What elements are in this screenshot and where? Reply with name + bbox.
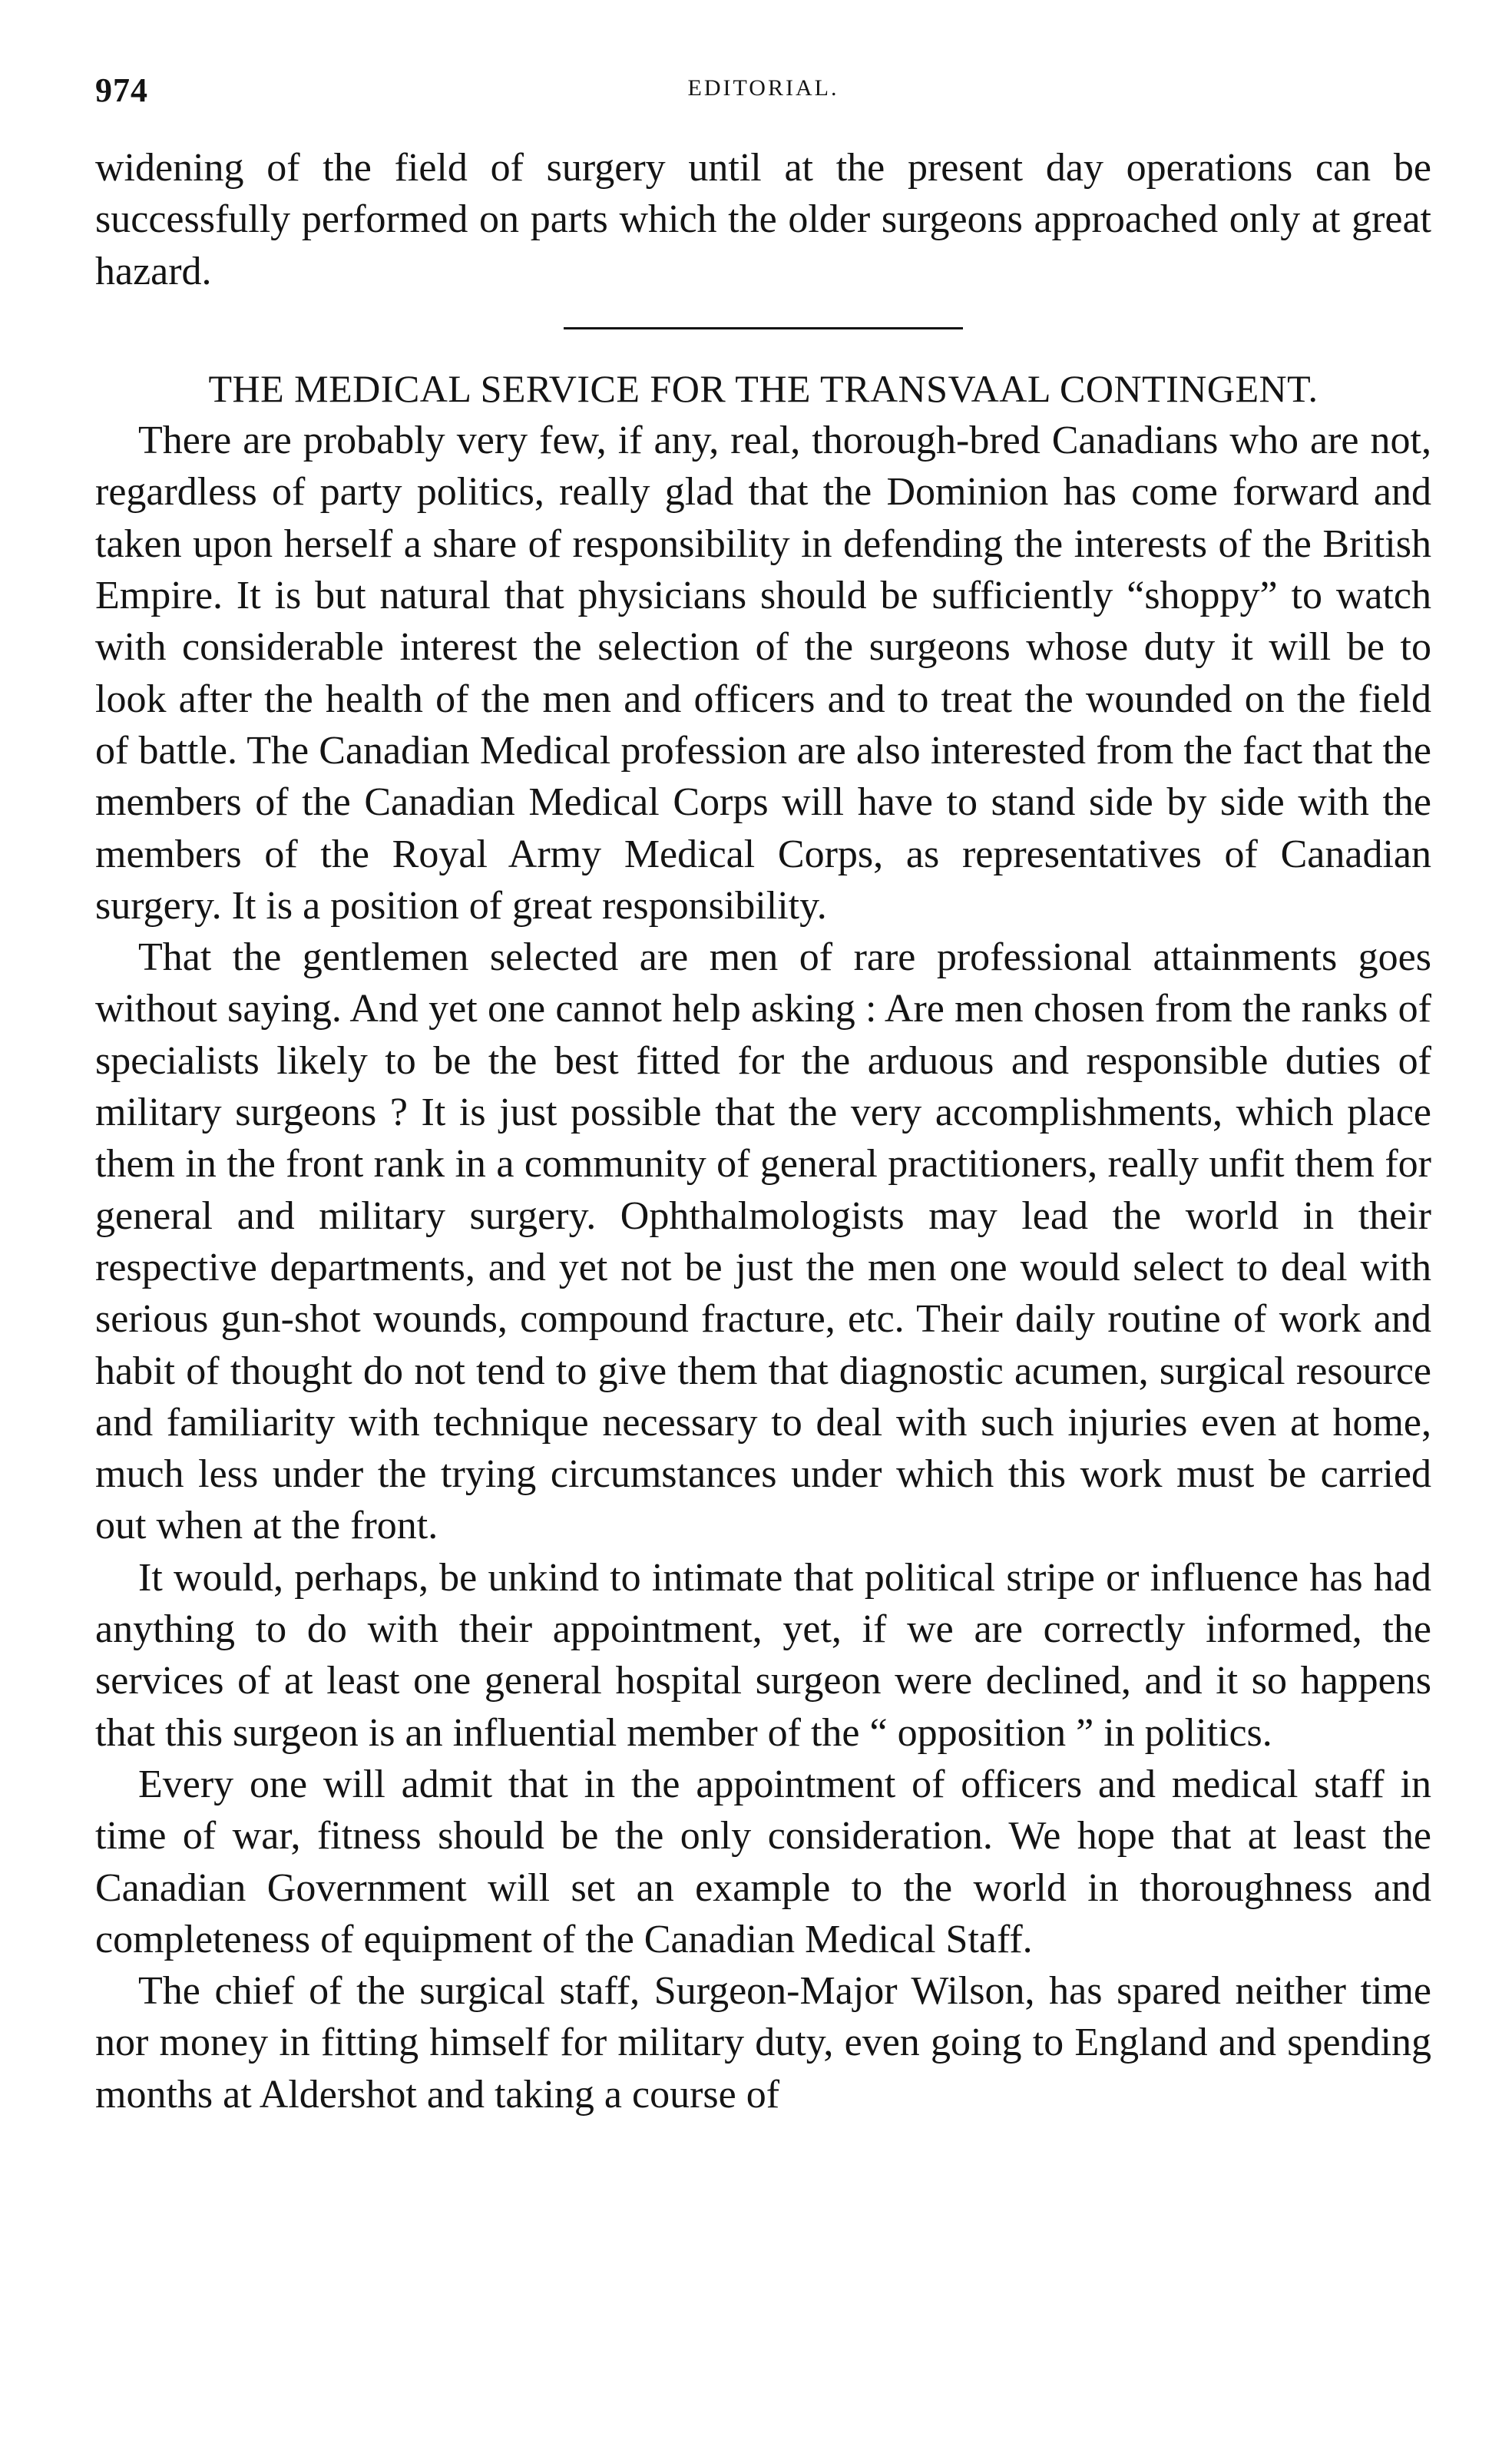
section-divider-rule [564, 327, 963, 329]
body-paragraph: It would, perhaps, be unkind to intimate that political stripe or influence has had anything to do with their appointment, yet, if we are correctly informed, the services of at least one general hospital surgeon were declined, and it so happens that this surgeon is an influential member of the “ opposition ” in politics. [95, 1555, 1431, 1755]
body-paragraph: There are probably very few, if any, real, thorough-bred Canadians who are not, regardless of party politics, really glad that the Dominion has come forward and taken upon herself a share of responsibility in defending the interests of the British Empire. It is but natural that physicians should be sufficiently “shoppy” to watch with considerable interest the selection of the surgeons whose duty it will be to look after the health of the men and officers and to treat the wounded on the field of battle. The Canadian Medical profession are also interested from the fact that the members of the Canadian Medical Corps will have to stand side by side with the members of the Royal Army Medical Corps, as representatives of Canadian surgery. It is a position of great responsibility. [95, 419, 1431, 928]
body-paragraph: That the gentlemen selected are men of rare professional attainments goes without saying. And yet one cannot help asking : Are men chosen from the ranks of specialists likely to be the best fitted for the arduous and responsible duties of military surgeons ? It is just possible that the very accomplishments, which place them in the front rank in a community of general practitioners, really unfit them for general and military surgery. Ophthalmologists may lead the world in their respective departments, and yet not be just the men one would select to deal with serious gun-shot wounds, compound fracture, etc. Their daily routine of work and habit of thought do not tend to give them that diagnostic acumen, surgical resource and familiarity with technique necessary to deal with such injuries even at home, much less under the trying circumstances under which this work must be carried out when at the front. [95, 935, 1431, 1548]
body-paragraph: Every one will admit that in the appointment of officers and medical staff in time of war, fitness should be the only consideration. We hope that at least the Canadian Government will set an example to the world in thoroughness and completeness of equipment of the Canadian Medical Staff. [95, 1762, 1431, 1961]
article-body [95, 142, 1431, 2120]
section-heading: THE MEDICAL SERVICE FOR THE TRANSVAAL CONTINGENT. [208, 366, 1318, 410]
intro-continuation-paragraph: widening of the field of surgery until at the present day operations can be successfully performed on parts which the older surgeons approached only at great hazard. [95, 146, 1431, 293]
body-paragraph: The chief of the surgical staff, Surgeon-Major Wilson, has spared neither time nor money in fitting himself for military duty, even going to England and spending months at Aldershot and taking a course of [95, 1969, 1431, 2117]
running-head [95, 71, 1431, 117]
running-title: EDITORIAL. [687, 75, 839, 101]
page-number: 974 [95, 71, 148, 109]
